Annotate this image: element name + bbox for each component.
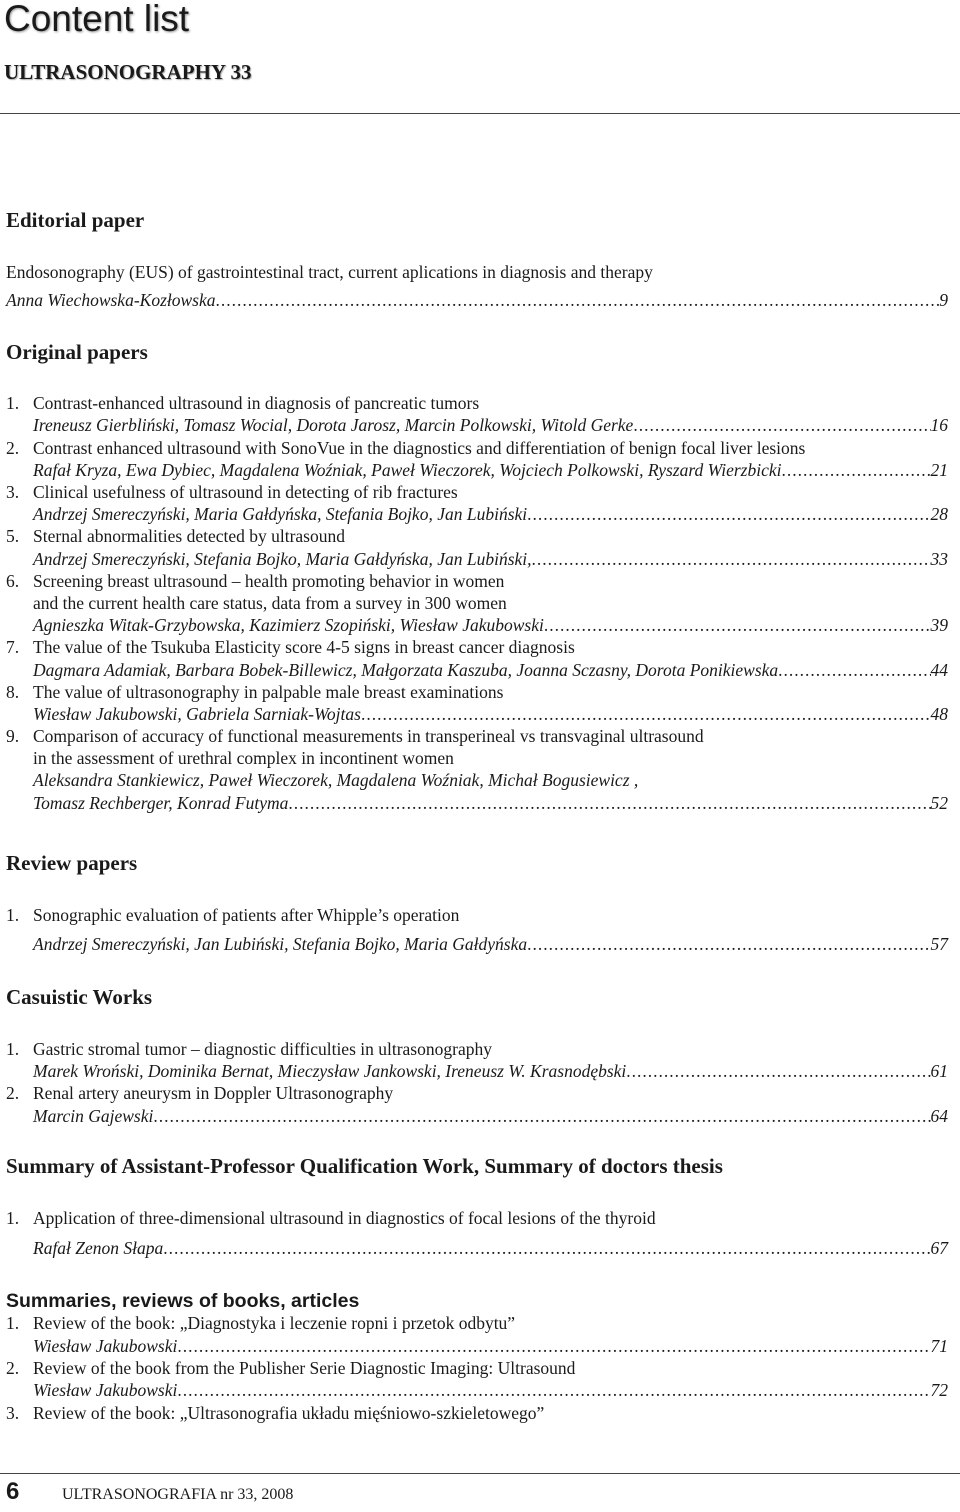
leader-dots — [544, 614, 931, 636]
entry-page: 48 — [930, 704, 948, 724]
toc-entry-authors — [33, 703, 948, 725]
section-heading-books: Summaries, reviews of books, articles — [6, 1290, 360, 1312]
entry-title: Comparison of accuracy of functional measurements in transperineal vs transvaginal ultrasound — [33, 726, 704, 746]
entry-title: Screening breast ultrasound – health promoting behavior in women — [33, 571, 505, 591]
entry-number: 1. — [6, 1313, 20, 1333]
entry-title: The value of the Tsukuba Elasticity score 4-5 signs in breast cancer diagnosis — [33, 637, 575, 657]
toc-entry-title — [6, 261, 948, 283]
entry-number: 1. — [6, 1039, 20, 1059]
entry-number: 7. — [6, 637, 20, 657]
entry-page: 39 — [930, 615, 948, 635]
entry-number: 1. — [6, 1208, 20, 1228]
entry-number: 8. — [6, 682, 20, 702]
entry-title: Review of the book: „Diagnostyka i leczenie ropni i przetok odbytu” — [33, 1313, 516, 1333]
footer-journal: ULTRASONOGRAFIA nr 33, 2008 — [62, 1486, 294, 1503]
leader-dots — [626, 1060, 930, 1082]
entry-number: 2. — [6, 1358, 20, 1378]
section-heading-summary: Summary of Assistant-Professor Qualification Work, Summary of doctors thesis — [6, 1154, 723, 1178]
leader-dots — [177, 1335, 930, 1357]
toc-entry-authors — [33, 614, 948, 636]
toc-entry-authors — [33, 503, 948, 525]
entry-authors: Wiesław Jakubowski — [33, 1380, 178, 1400]
section-heading-review: Review papers — [6, 851, 138, 875]
toc-entry-authors — [33, 459, 948, 481]
entry-authors: Tomasz Rechberger, Konrad Futyma — [33, 793, 289, 813]
toc-entry-authors — [33, 1379, 948, 1401]
toc-entry-authors — [33, 548, 948, 570]
footer-divider — [0, 1473, 960, 1474]
leader-dots — [527, 503, 930, 525]
entry-authors: Rafał Zenon Słapa — [33, 1238, 164, 1258]
entry-title: Gastric stromal tumor – diagnostic difficulties in ultrasonography — [33, 1039, 492, 1059]
leader-dots — [532, 548, 931, 570]
entry-authors: Andrzej Smereczyński, Maria Gałdyńska, Stefania Bojko, Jan Lubiński — [33, 504, 528, 524]
entry-authors: Ireneusz Gierbliński, Tomasz Wocial, Dorota Jarosz, Marcin Polkowski, Witold Gerke — [33, 415, 634, 435]
entry-page: 67 — [930, 1238, 948, 1258]
entry-title: in the assessment of urethral complex in incontinent women — [33, 748, 454, 768]
leader-dots — [177, 1379, 930, 1401]
entry-title: Clinical usefulness of ultrasound in detecting of rib fractures — [33, 482, 458, 502]
toc-entry-authors — [33, 1060, 948, 1082]
leader-dots — [153, 1105, 930, 1127]
entry-authors: Andrzej Smereczyński, Jan Lubiński, Stefania Bojko, Maria Gałdyńska — [33, 934, 528, 954]
entry-page: 16 — [930, 415, 948, 435]
entry-authors: Anna Wiechowska-Kozłowska — [6, 290, 216, 310]
entry-title: and the current health care status, data from a survey in 300 women — [33, 593, 507, 613]
leader-dots — [781, 459, 930, 481]
leader-dots — [778, 659, 930, 681]
toc-entry-authors — [33, 659, 948, 681]
entry-title: Application of three-dimensional ultrasound in diagnostics of focal lesions of the thyroid — [33, 1208, 656, 1228]
entry-number: 2. — [6, 438, 20, 458]
entry-title: The value of ultrasonography in palpable male breast examinations — [33, 682, 504, 702]
entry-number: 1. — [6, 393, 20, 413]
entry-number: 5. — [6, 526, 20, 546]
entry-page: 71 — [930, 1336, 948, 1356]
section-heading-original: Original papers — [6, 340, 148, 364]
entry-authors: Wiesław Jakubowski — [33, 1336, 178, 1356]
leader-dots — [527, 933, 930, 955]
entry-authors: Marcin Gajewski — [33, 1106, 154, 1126]
leader-dots — [288, 792, 930, 814]
leader-dots — [216, 289, 940, 311]
toc-entry-authors — [33, 792, 948, 814]
toc-entry-authors — [33, 1335, 948, 1357]
entry-title: Review of the book from the Publisher Serie Diagnostic Imaging: Ultrasound — [33, 1358, 576, 1378]
page-subtitle: ULTRASONOGRAPHY 33 — [4, 60, 252, 84]
entry-page: 21 — [930, 460, 948, 480]
toc-entry-authors — [33, 1237, 948, 1259]
entry-authors: Marek Wroński, Dominika Bernat, Mieczysław Jankowski, Ireneusz W. Krasnodębski — [33, 1061, 627, 1081]
entry-number: 2. — [6, 1083, 20, 1103]
entry-number: 3. — [6, 1403, 20, 1423]
page-title: Content list — [4, 0, 190, 39]
entry-page: 64 — [930, 1106, 948, 1126]
entry-title: Sonographic evaluation of patients after Whipple’s operation — [33, 905, 460, 925]
entry-number: 3. — [6, 482, 20, 502]
entry-number: 9. — [6, 726, 20, 746]
entry-page: 33 — [930, 549, 948, 569]
entry-page: 57 — [930, 934, 948, 954]
entry-title: Renal artery aneurysm in Doppler Ultrasonography — [33, 1083, 394, 1103]
entry-page: 72 — [930, 1380, 948, 1400]
entry-authors: Agnieszka Witak-Grzybowska, Kazimierz Szopiński, Wiesław Jakubowski — [33, 615, 544, 635]
leader-dots — [163, 1237, 930, 1259]
entry-number: 1. — [6, 905, 20, 925]
footer-page-number: 6 — [6, 1478, 20, 1505]
leader-dots — [361, 703, 931, 725]
entry-page: 44 — [930, 660, 948, 680]
entry-page: 28 — [930, 504, 948, 524]
toc-entry-authors — [33, 414, 948, 436]
toc-entry-authors — [33, 933, 948, 955]
entry-title: Contrast-enhanced ultrasound in diagnosis of pancreatic tumors — [33, 393, 480, 413]
entry-title: Review of the book: „Ultrasonografia układu mięśniowo-szkieletowego” — [33, 1403, 545, 1423]
leader-dots — [633, 414, 930, 436]
entry-title: Endosonography (EUS) of gastrointestinal tract, current aplications in diagnosis and therapy — [6, 262, 653, 282]
section-heading-casuistic: Casuistic Works — [6, 985, 153, 1009]
entry-title: Contrast enhanced ultrasound with SonoVue in the diagnostics and differentiation of benign focal liver lesions — [33, 438, 806, 458]
entry-authors: Rafał Kryza, Ewa Dybiec, Magdalena Woźniak, Paweł Wieczorek, Wojciech Polkowski, Ryszard Wierzbicki — [33, 460, 782, 480]
toc-entry-authors — [33, 1105, 948, 1127]
entry-page: 61 — [930, 1061, 948, 1081]
entry-authors: Dagmara Adamiak, Barbara Bobek-Billewicz, Małgorzata Kaszuba, Joanna Sczasny, Dorota Ponikiewska — [33, 660, 779, 680]
entry-title: Sternal abnormalities detected by ultrasound — [33, 526, 345, 546]
top-divider — [0, 113, 960, 114]
entry-authors: Wiesław Jakubowski, Gabriela Sarniak-Wojtas — [33, 704, 361, 724]
entry-authors: Aleksandra Stankiewicz, Paweł Wieczorek, Magdalena Woźniak, Michał Bogusiewicz , — [33, 770, 639, 790]
entry-number: 6. — [6, 571, 20, 591]
section-heading-editorial: Editorial paper — [6, 208, 145, 232]
entry-page: 9 — [939, 290, 948, 310]
entry-authors: Andrzej Smereczyński, Stefania Bojko, Maria Gałdyńska, Jan Lubiński, — [33, 549, 532, 569]
entry-page: 52 — [930, 793, 948, 813]
toc-entry-authors — [6, 289, 948, 311]
